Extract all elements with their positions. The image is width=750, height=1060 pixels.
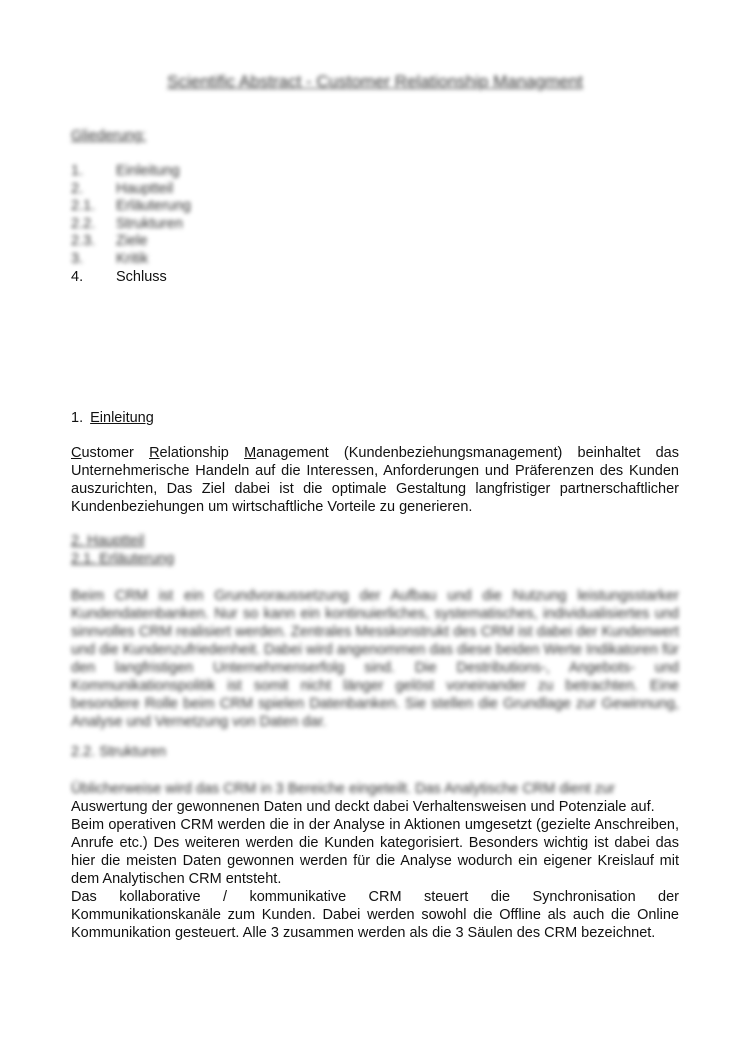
toc-item [71, 233, 371, 251]
toc-item-number: 2.2. [71, 215, 96, 232]
section-heading-einleitung [71, 410, 154, 426]
intro-text-part: elationship [159, 445, 245, 461]
toc-item-label: Kritik [116, 250, 149, 267]
strukturen-text: Beim operativen CRM werden die in der Analyse in Aktionen umgesetzt (gezielte Anschreiben, Anrufe etc.) Des weiteren werden die Kunden kategorisiert. Besonders wichtig ist dabei das hier die meisten Daten gewonnen werden für die Analyse wodurch ein eigener Kreislauf mit dem Analytischen CRM entsteht. [71, 817, 679, 887]
toc-item-label: Strukturen [116, 215, 183, 232]
intro-text-part: ustomer [81, 445, 150, 461]
toc-item-number: 2.1. [71, 198, 96, 215]
intro-paragraph [71, 444, 679, 516]
toc-item-number: 1. [71, 163, 84, 179]
toc-item-label: Erläuterung [116, 198, 191, 215]
initial-c: C [71, 445, 82, 461]
initial-r: R [149, 445, 160, 461]
intro-text-part: anagement (Kundenbeziehungsmanagement) beinhaltet das Unternehmerische Handeln auf die Interessen, Anforderungen und Präferenzen des Kunden auszurichten, Das Ziel dabei ist die optimale Gestaltung langfristiger partnerschaftlicher Kundenbeziehungen um wirtschaftliche Vorteile zu generieren. [71, 445, 679, 515]
subsection-heading-strukturen: 2.2. Strukturen [71, 744, 167, 760]
toc-item-label: Hauptteil [116, 180, 174, 197]
section-heading-hauptteil: 2. Hauptteil [71, 533, 145, 549]
erlaeuterung-paragraph: Beim CRM ist ein Grundvoraussetzung der Aufbau und die Nutzung leistungsstarker Kundendatenbanken. Nur so kann ein kontinuierliches, systematisches, individualisiertes und sinnvolles CRM realisiert werden. Zentrales Messkonstrukt des CRM ist dabei der Kundenwert und die Kundenzufriedenheit. Dabei wird angenommen das diese beiden Werte Indikatoren für den langfristigen Unternehmenserfolg sind. Die Destributions-, Angebots- und Kommunikationspolitik ist somit nicht länger gelöst voneinander zu betrachten. Eine besondere Rolle beim CRM spielen Datenbanken. Sie stellen die Grundlage zur Gewinnung, Analyse und Vernetzung von Daten dar. [71, 588, 679, 730]
strukturen-blurred-line: Üblicherweise wird das CRM in 3 Bereiche eingeteilt. Das Analytische CRM dient zur [71, 781, 615, 797]
toc-item-number: 4. [71, 268, 84, 285]
toc-item-number: 2. [71, 180, 84, 197]
toc-item [71, 181, 371, 199]
table-of-contents [71, 163, 371, 286]
toc-item-label: Schluss [116, 268, 167, 285]
toc-item [71, 198, 371, 216]
initial-m: M [244, 445, 257, 461]
toc-heading: Gliederung: [71, 128, 146, 144]
toc-item-number: 3. [71, 250, 84, 267]
toc-item [71, 163, 371, 181]
strukturen-text: Das kollaborative / kommunikative CRM steuert die Synchronisation der Kommunikationskanäle zum Kunden. Dabei werden sowohl die Offline als auch die Online Kommunikation gesteuert. Alle 3 zusammen werden als die 3 Säulen des CRM bezeichnet. [71, 889, 679, 941]
toc-item [71, 269, 371, 287]
toc-item-number: 2.3. [71, 233, 96, 250]
document-title: Scientific Abstract - Customer Relationship Managment [167, 72, 583, 91]
section-label: Einleitung [90, 410, 154, 426]
toc-item-label: Einleitung [116, 163, 180, 179]
strukturen-paragraph [71, 798, 679, 942]
toc-item-label: Ziele [116, 233, 148, 250]
section-number: 1. [71, 410, 84, 426]
toc-item [71, 216, 371, 234]
toc-item [71, 251, 371, 269]
strukturen-text: Auswertung der gewonnenen Daten und deckt dabei Verhaltensweisen und Potenziale auf. [71, 799, 655, 815]
subsection-heading-erlaeuterung: 2.1. Erläuterung [71, 551, 175, 567]
